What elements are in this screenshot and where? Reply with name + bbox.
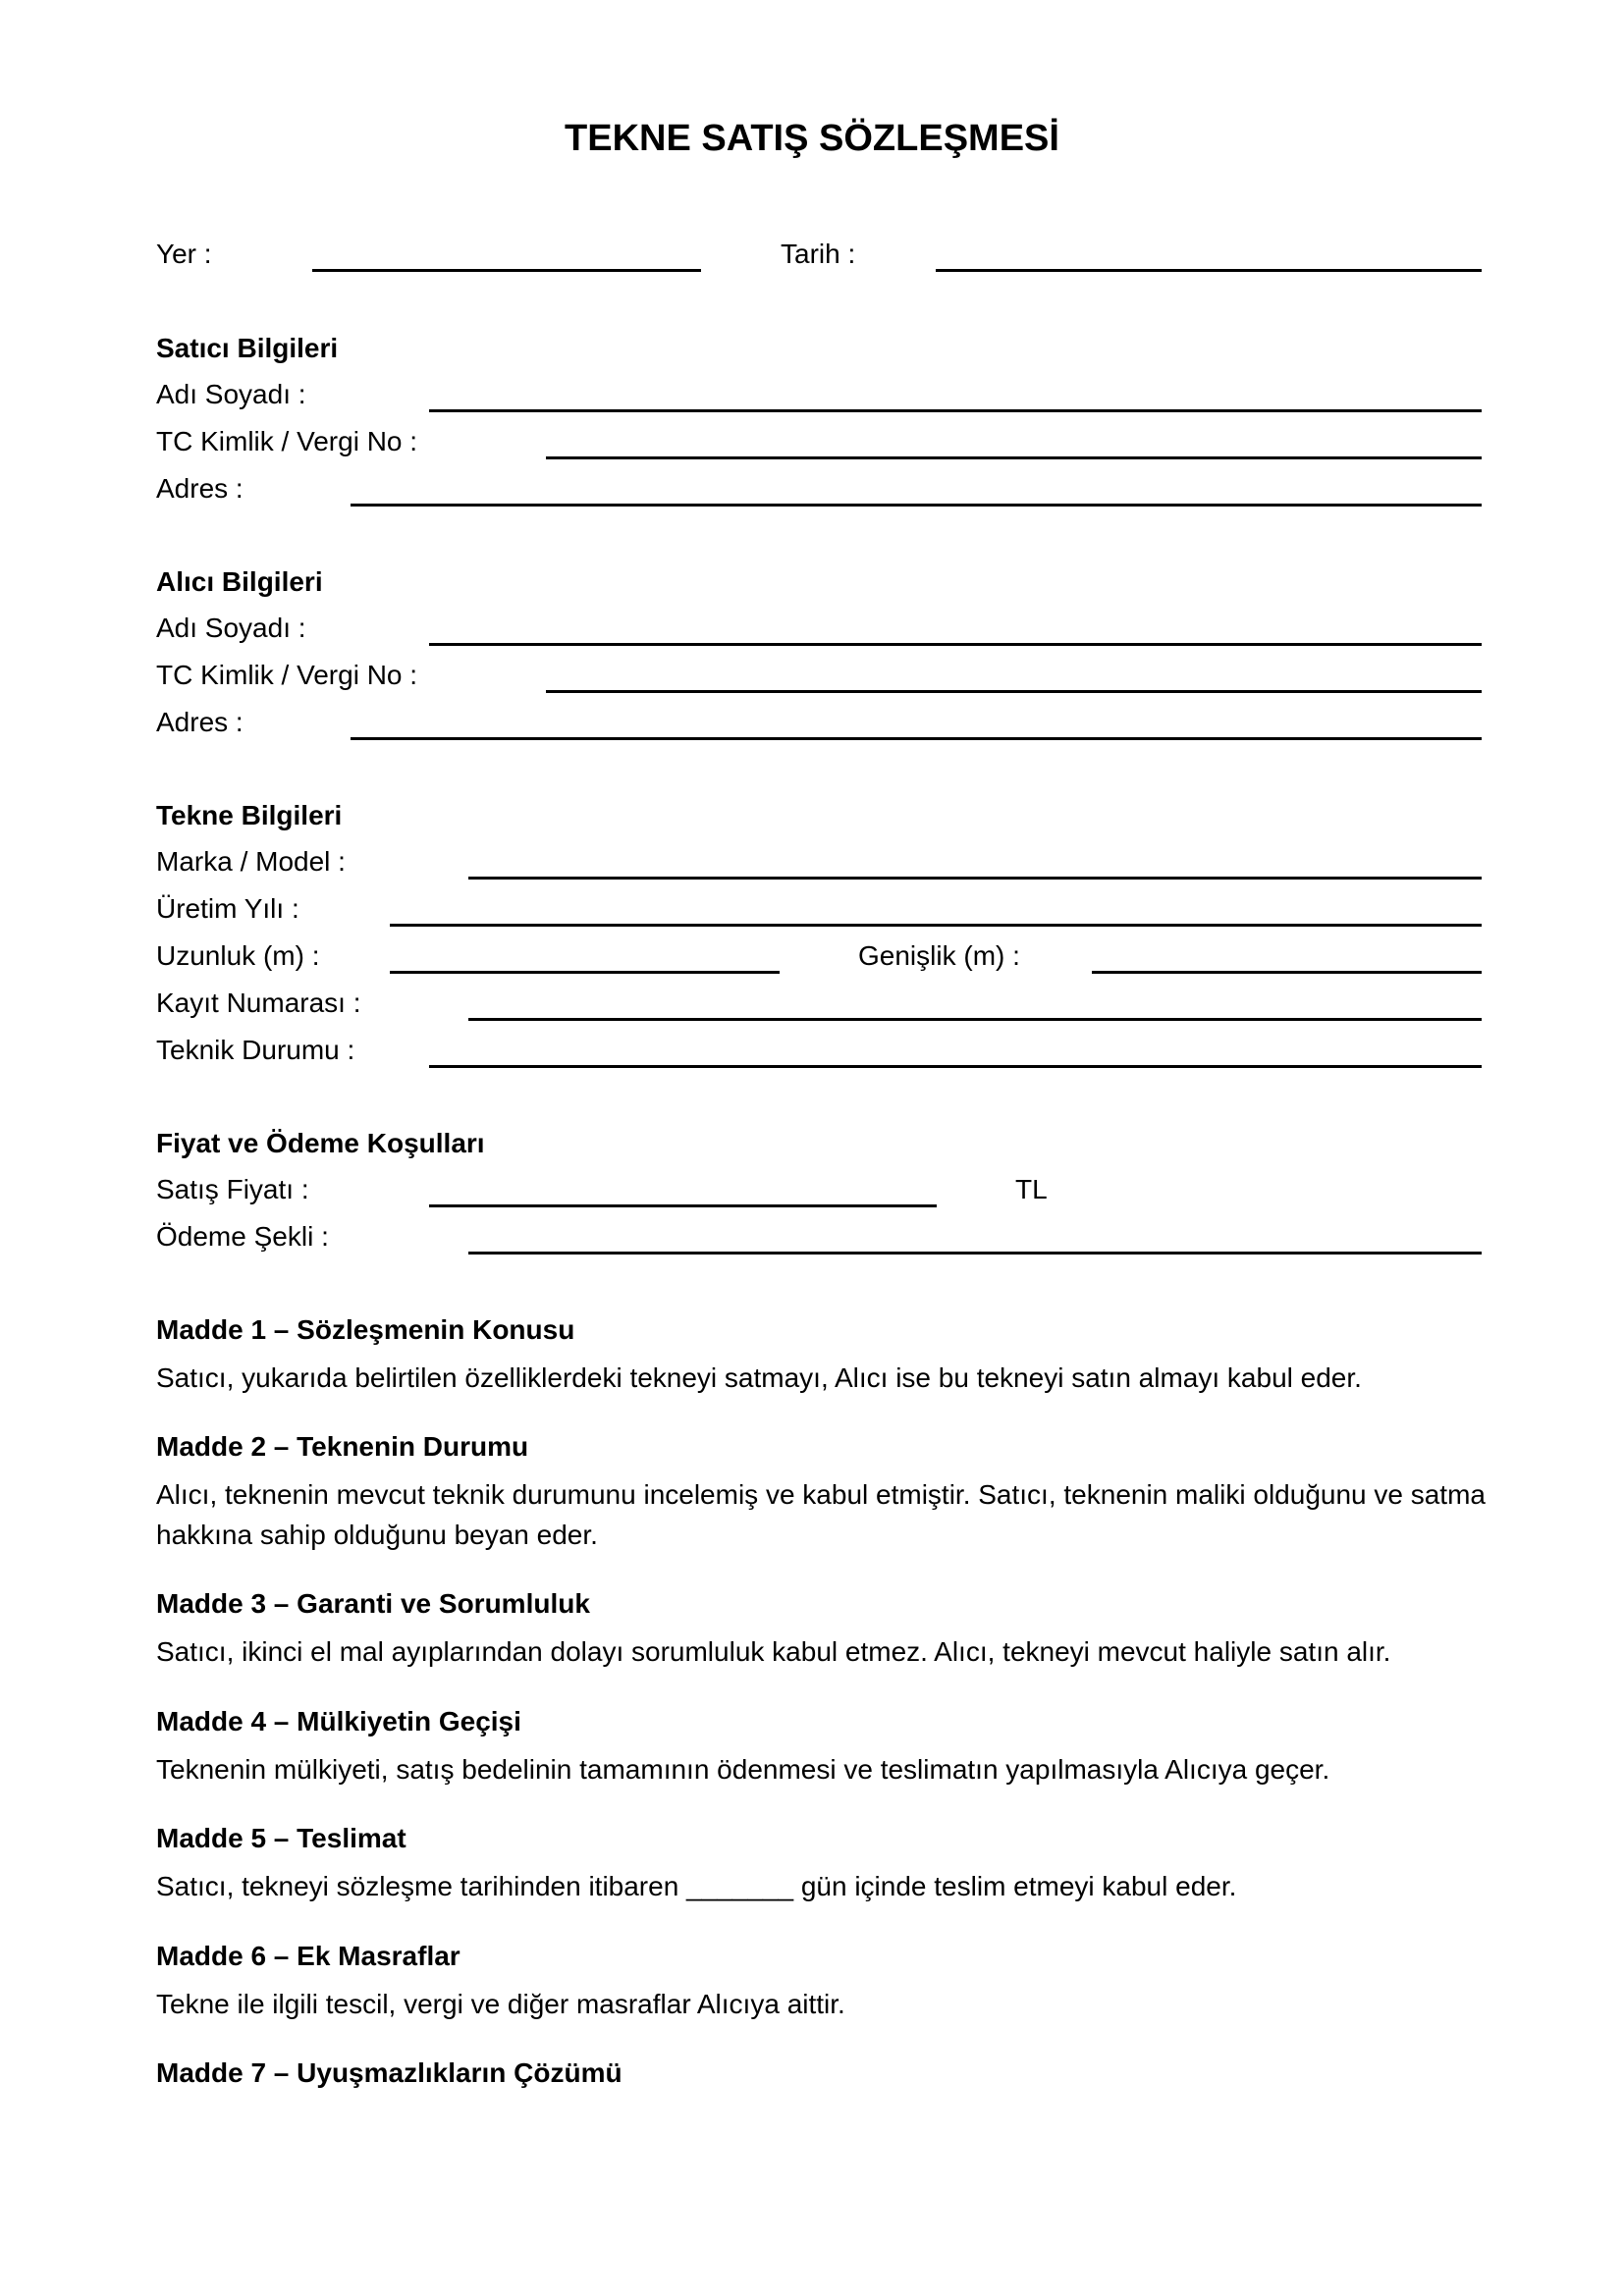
buyer-heading: Alıcı Bilgileri — [156, 566, 323, 597]
buyer-address-label: Adres : — [156, 707, 244, 737]
article-3-title: Madde 3 – Garanti ve Sorumluluk — [156, 1588, 590, 1619]
boat-width-field[interactable] — [1092, 971, 1482, 974]
date-label: Tarih : — [781, 239, 856, 269]
document-title: TEKNE SATIŞ SÖZLEŞMESİ — [565, 118, 1059, 159]
article-1-title: Madde 1 – Sözleşmenin Konusu — [156, 1314, 575, 1345]
seller-name-label: Adı Soyadı : — [156, 379, 306, 409]
boat-registration-label: Kayıt Numarası : — [156, 988, 361, 1018]
article-4-text: Teknenin mülkiyeti, satış bedelinin tamamının ödenmesi ve teslimatın yapılmasıyla Alıcıya geçer. — [156, 1754, 1330, 1785]
boat-length-field[interactable] — [390, 971, 780, 974]
payment-heading: Fiyat ve Ödeme Koşulları — [156, 1128, 485, 1158]
boat-condition-field[interactable] — [429, 1065, 1482, 1068]
article-5-text: Satıcı, tekneyi sözleşme tarihinden itibaren _______ gün içinde teslim etmeyi kabul eder. — [156, 1871, 1237, 1901]
boat-length-label: Uzunluk (m) : — [156, 940, 320, 971]
boat-brand-label: Marka / Model : — [156, 846, 346, 877]
boat-year-field[interactable] — [390, 924, 1482, 927]
buyer-name-label: Adı Soyadı : — [156, 613, 306, 643]
boat-condition-label: Teknik Durumu : — [156, 1035, 355, 1065]
place-label: Yer : — [156, 239, 212, 269]
boat-brand-field[interactable] — [468, 877, 1482, 880]
buyer-name-field[interactable] — [429, 643, 1482, 646]
price-field[interactable] — [429, 1204, 937, 1207]
boat-width-label: Genişlik (m) : — [858, 940, 1020, 971]
article-7-title: Madde 7 – Uyuşmazlıkların Çözümü — [156, 2057, 623, 2088]
buyer-id-field[interactable] — [546, 690, 1482, 693]
buyer-id-label: TC Kimlik / Vergi No : — [156, 660, 418, 690]
price-label: Satış Fiyatı : — [156, 1174, 309, 1204]
article-2-text: Alıcı, teknenin mevcut teknik durumunu incelemiş ve kabul etmiştir. Satıcı, teknenin maliki olduğunu ve satma hakkına sahip olduğunu beyan eder. — [156, 1479, 1486, 1550]
article-6-title: Madde 6 – Ek Masraflar — [156, 1941, 460, 1971]
seller-id-field[interactable] — [546, 456, 1482, 459]
boat-heading: Tekne Bilgileri — [156, 800, 343, 830]
seller-address-field[interactable] — [351, 504, 1482, 507]
article-3-text: Satıcı, ikinci el mal ayıplarından dolayı sorumluluk kabul etmez. Alıcı, tekneyi mevcut haliyle satın alır. — [156, 1636, 1391, 1667]
article-2-title: Madde 2 – Teknenin Durumu — [156, 1431, 529, 1462]
article-1-text: Satıcı, yukarıda belirtilen özelliklerdeki tekneyi satmayı, Alıcı ise bu tekneyi satın almayı kabul eder. — [156, 1362, 1362, 1393]
article-6-text: Tekne ile ilgili tescil, vergi ve diğer masraflar Alıcıya aittir. — [156, 1989, 845, 2019]
buyer-address-field[interactable] — [351, 737, 1482, 740]
currency-label: TL — [1015, 1174, 1048, 1204]
article-5-title: Madde 5 – Teslimat — [156, 1823, 406, 1853]
seller-address-label: Adres : — [156, 473, 244, 504]
payment-method-field[interactable] — [468, 1252, 1482, 1255]
seller-name-field[interactable] — [429, 409, 1482, 412]
place-field[interactable] — [312, 269, 701, 272]
seller-id-label: TC Kimlik / Vergi No : — [156, 426, 418, 456]
payment-method-label: Ödeme Şekli : — [156, 1221, 329, 1252]
seller-heading: Satıcı Bilgileri — [156, 333, 339, 363]
boat-year-label: Üretim Yılı : — [156, 893, 299, 924]
boat-registration-field[interactable] — [468, 1018, 1482, 1021]
date-field[interactable] — [936, 269, 1482, 272]
article-4-title: Madde 4 – Mülkiyetin Geçişi — [156, 1706, 521, 1736]
